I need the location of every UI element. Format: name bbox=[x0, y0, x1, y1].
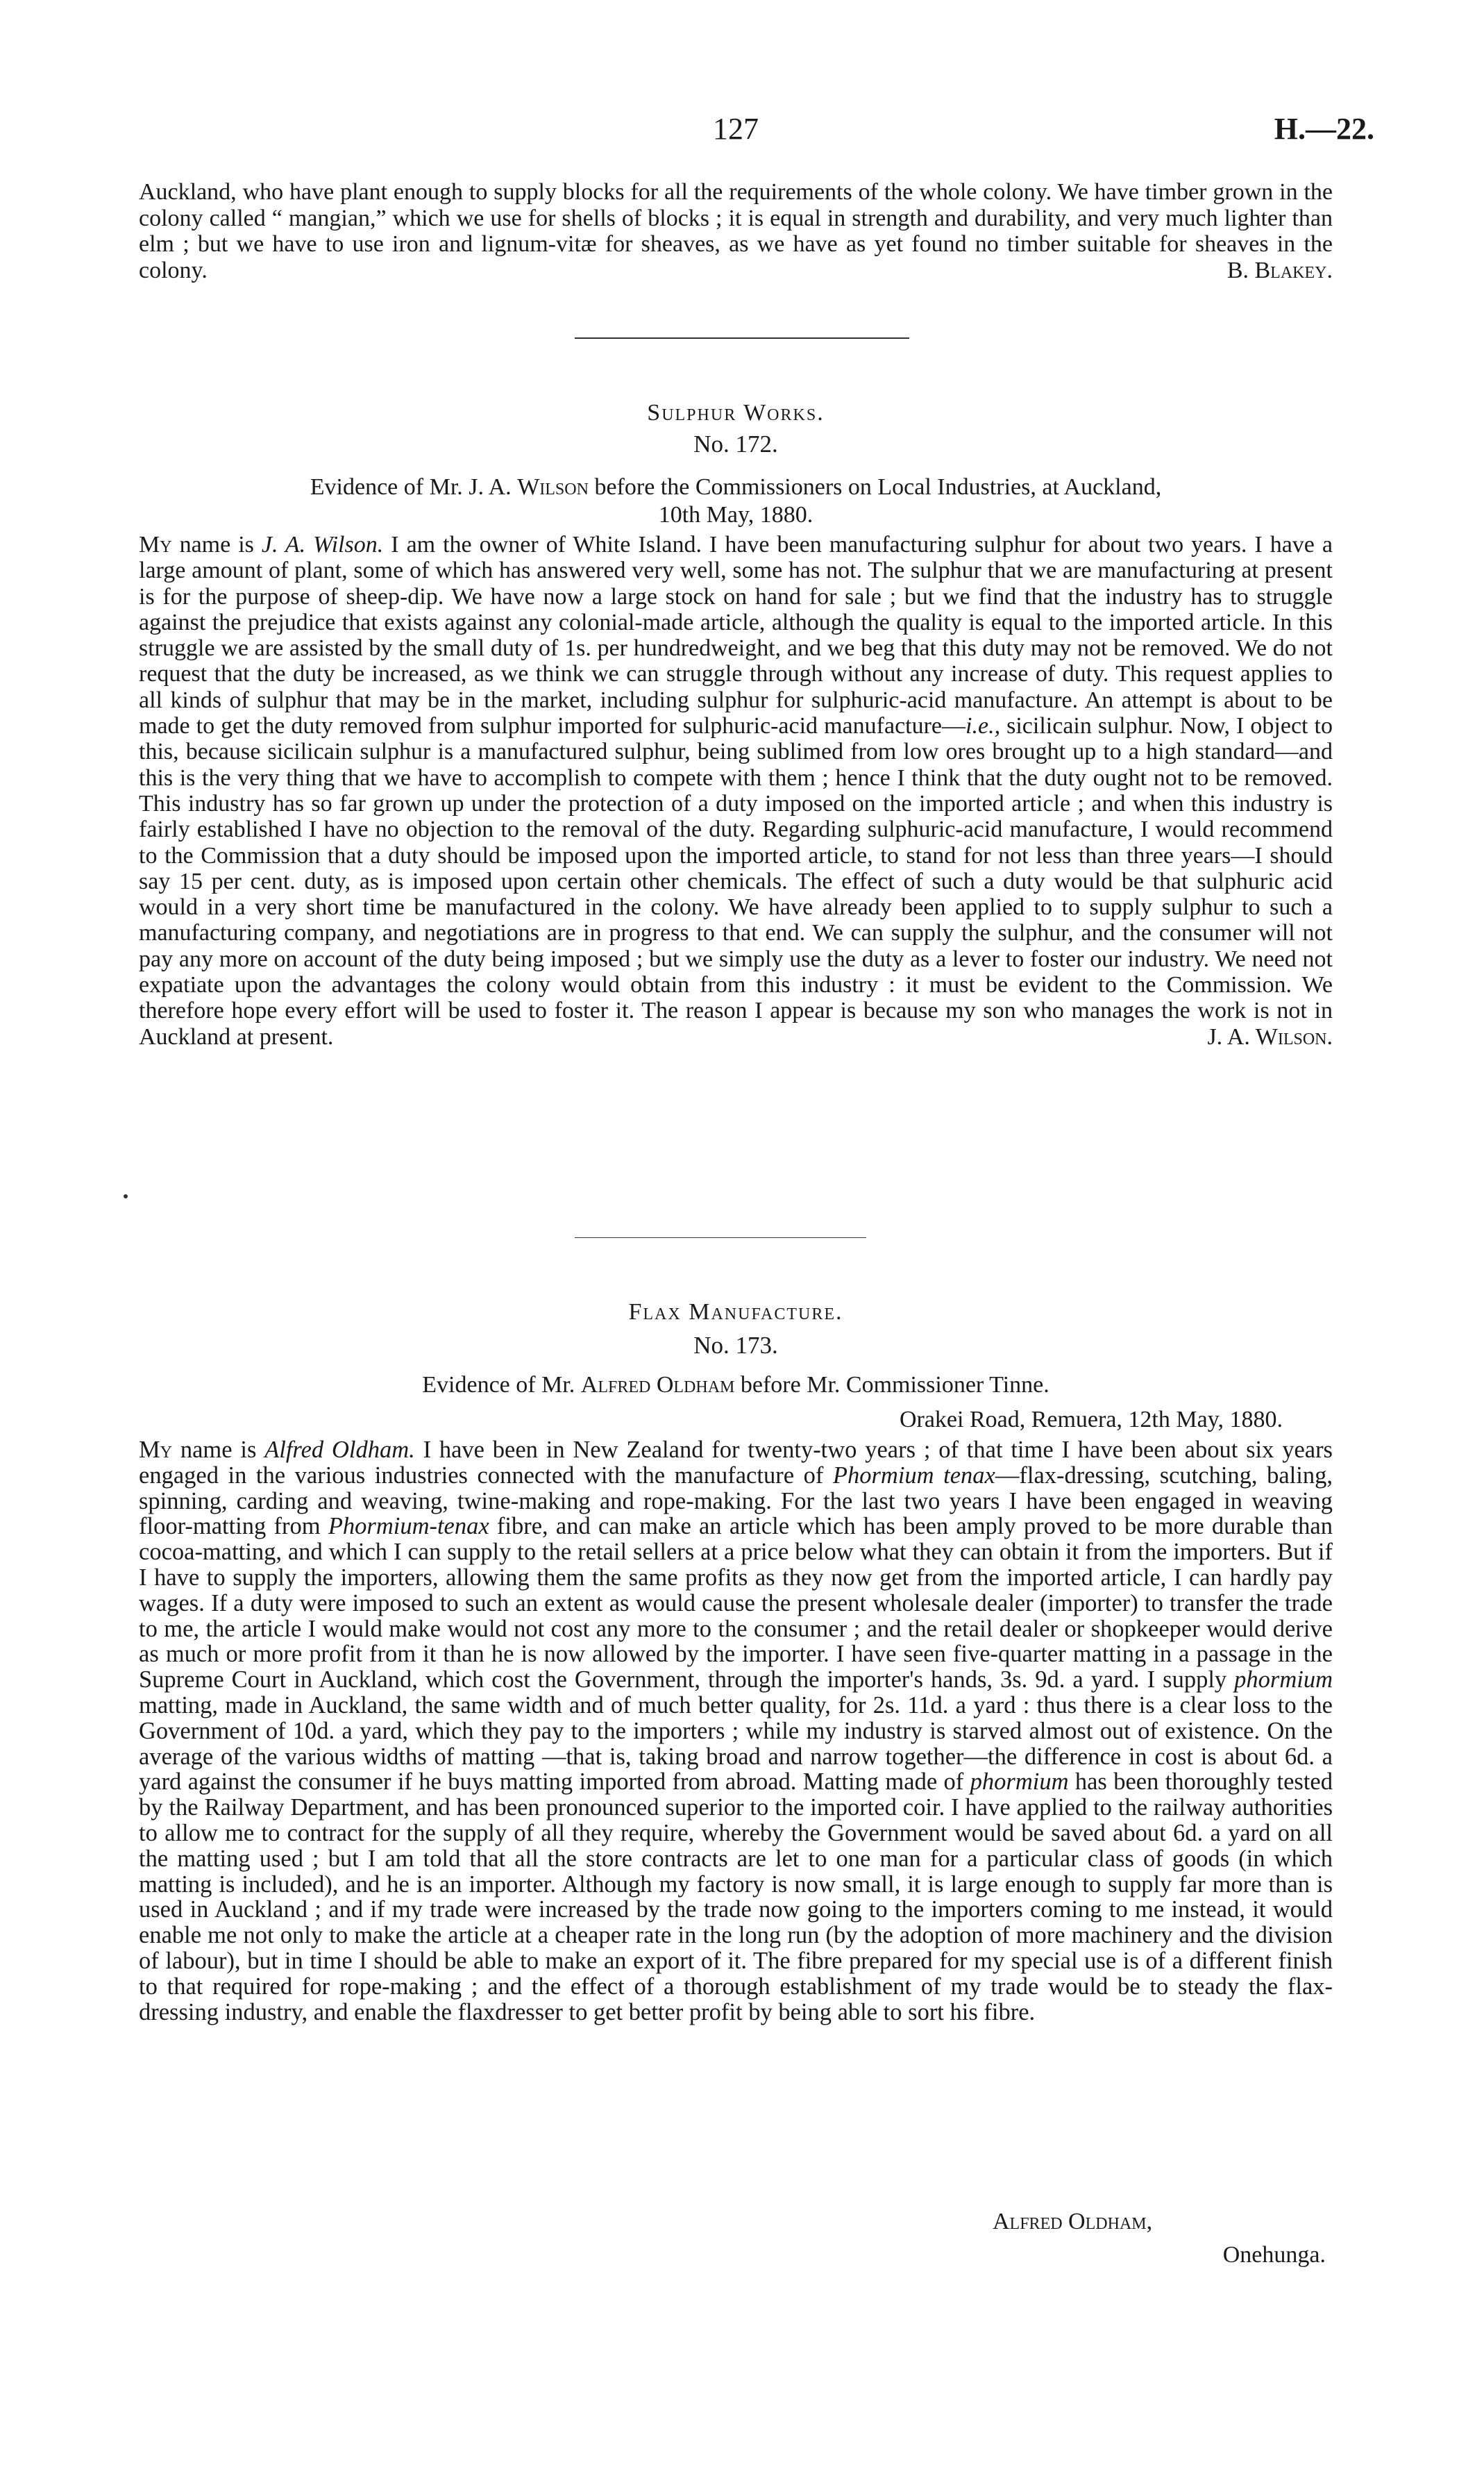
sulphur-evidence-line: Evidence of Mr. J. A. Wilson before the Commissioners on Local Industries, at Auckland, bbox=[310, 474, 1162, 500]
section-divider-2 bbox=[575, 1237, 866, 1238]
section-divider bbox=[575, 337, 909, 339]
flax-number: No. 173. bbox=[693, 1332, 778, 1359]
sulphur-date: 10th May, 1880. bbox=[658, 502, 813, 528]
stray-dot bbox=[124, 1194, 128, 1198]
continuation-signature: B. Blakey. bbox=[1226, 257, 1333, 283]
flax-witness: Alfred Oldham bbox=[580, 1372, 735, 1398]
flax-address-date: Orakei Road, Remuera, 12th May, 1880. bbox=[899, 1407, 1283, 1432]
flax-evidence-body: My name is Alfred Oldham. I have been in New Zealand for twenty-two years ; of that time I have been about six years engaged in the various industries connected with the manufacture of Phormium tenax—flax-dressing, scutching, baling, spinning, carding and weaving, twine-making and rope-making. For the last two years I have been engaged in weaving floor-matting from Phormium-tenax fibre, and can make an article which has been amply proved to be more durable than cocoa-matting, and which I can supply to the retail sellers at a price below what they can obtain it from the importers. But if I have to supply the importers, allowing them the same profits as they now get from the imported article, I can hardly pay wages. If a duty were imposed to such an extent as would cause the present wholesale dealer (importer) to transfer the trade to me, the article I would make would not cost any more to the consumer ; and the retail dealer or shopkeeper would derive as much or more profit from it than he is now allowed by the importer. I have seen five-quarter matting in a passage in the Supreme Court in Auckland, which cost the Government, through the importer's hands, 3s. 9d. a yard. I supply phormium matting, made in Auckland, the same width and of much better quality, for 2s. 11d. a yard : thus there is a clear loss to the Government of 10d. a yard, which they pay to the importers ; while my industry is starved almost out of existence. On the average of the various widths of matting —that is, taking broad and narrow together—the difference in cost is about 6d. a yard against the consumer if he buys matting imported from abroad. Matting made of phormium has been thoroughly tested by the Railway Department, and has been pronounced superior to the imported coir. I have applied to the railway authorities to allow me to contract for the supply of all they require, whereby the Government would be saved about 6d. a yard on all the matting used ; but I am told that all the store contracts are let to one man for a particular class of goods (in which matting is included), and he is an importer. Although my factory is now small, it is large enough to supply far more than is used in Auckland ; and if my trade were increased by the trade now going to the importers coming to me instead, it would enable me not only to make the article at a cheaper rate in the long run (by the adoption of more machinery and the division of labour), but in time I should be able to make an export of it. The fibre prepared for my special use is of a different finish to that required for rope-making ; and the effect of a thorough establishment of my trade would be to steady the flax-dressing industry, and enable the flaxdresser to get better profit by being able to sort his fibre. bbox=[139, 1437, 1333, 2025]
flax-witness-name: Alfred Oldham. bbox=[264, 1437, 415, 1463]
flax-signature bbox=[993, 2208, 1326, 2269]
flax-evidence-line: Evidence of Mr. Alfred Oldham before Mr. Commissioner Tinne. bbox=[422, 1372, 1049, 1398]
flax-signature-place: Onehunga. bbox=[1222, 2242, 1326, 2268]
document-reference: H.—22. bbox=[1274, 112, 1374, 146]
sulphur-number: No. 172. bbox=[693, 430, 778, 458]
continuation-paragraph bbox=[139, 179, 1333, 283]
sulphur-evidence-body: My name is J. A. Wilson. I am the owner of White Island. I have been manufacturing sulphur for about two years. I have a large amount of plant, some of which has answered very well, some has not. The sulphur that we are manufacturing at present is for the purpose of sheep-dip. We have now a large stock on hand for sale ; but we find that the industry has to struggle against the prejudice that exists against any colonial-made article, although the quality is equal to the imported article. In this struggle we are assisted by the small duty of 1s. per hundredweight, and we beg that this duty may not be removed. We do not request that the duty be increased, as we think we can struggle through without any increase of duty. This request applies to all kinds of sulphur that may be in the market, including sulphur for sulphuric-acid manufacture. An attempt is about to be made to get the duty removed from sulphur imported for sulphuric-acid manufacture—i.e., sicilicain sulphur. Now, I object to this, because sicilicain sulphur is a manufactured sulphur, being sublimed from low ores brought up to a high standard—and this is the very thing that we have to accomplish to compete with them ; hence I think that the duty ought not to be removed. This industry has so far grown up under the protection of a duty imposed on the imported article ; and when this industry is fairly established I have no objection to the removal of the duty. Regarding sulphuric-acid manufacture, I would recommend to the Commission that a duty should be imposed upon the imported article, to stand for not less than three years—I should say 15 per cent. duty, as is imposed upon certain other chemicals. The effect of such a duty would be that sulphuric acid would in a very short time be manufactured in the colony. We have already been applied to to supply sulphur to such a manufacturing company, and negotiations are in progress to that end. We can supply the sulphur, and the consumer will not pay any more on account of the duty being imposed ; but we simply use the duty as a lever to foster our industry. We need not expatiate upon the advantages the colony would obtain from this industry : it must be evident to the Commission. We therefore hope every effort will be used to foster it. The reason I appear is because my son who manages the work is not in Auckland at present. J. A. Wilson. bbox=[139, 532, 1333, 1050]
page-number: 127 bbox=[713, 112, 759, 146]
continuation-text: Auckland, who have plant enough to supply blocks for all the requirements of the whole colony. We have timber grown in the colony called “ mangian,” which we use for shells of blocks ; it is equal in strength and durability, and very much lighter than elm ; but we have to use iron and lignum-vitæ for sheaves, as we have as yet found no timber suitable for sheaves in the colony. bbox=[139, 179, 1333, 283]
flax-heading: Flax Manufacture. bbox=[628, 1299, 843, 1325]
sulphur-heading: Sulphur Works. bbox=[647, 400, 825, 426]
sulphur-witness-name: J. A. Wilson. bbox=[261, 532, 384, 558]
sulphur-signature: J. A. Wilson. bbox=[1207, 1023, 1333, 1050]
flax-signature-name: Alfred Oldham, bbox=[993, 2209, 1153, 2234]
sulphur-witness: Wilson bbox=[517, 474, 589, 500]
